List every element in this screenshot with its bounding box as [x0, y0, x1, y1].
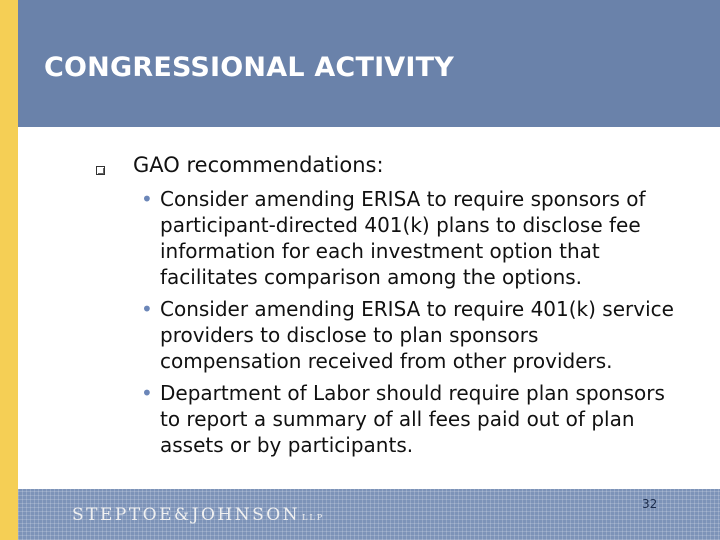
page-number: 32 — [642, 497, 658, 511]
gold-accent-bar — [0, 0, 18, 540]
list-item-text: Consider amending ERISA to require sponsors of participant-directed 401(k) plans to disclose fee information for each investment option that facilitates comparison among the options. — [160, 187, 646, 289]
bullet-dot-icon: • — [141, 187, 153, 211]
logo-suffix: LLP — [302, 513, 325, 522]
list-item-text: Consider amending ERISA to require 401(k) service providers to disclose to plan sponsors compensation received from other providers. — [160, 297, 674, 373]
bullet-dot-icon: • — [141, 297, 153, 321]
list-item — [141, 296, 681, 374]
list-item-text: Department of Labor should require plan sponsors to report a summary of all fees paid out of plan assets or by participants. — [160, 381, 665, 457]
logo-text: STEPTOE&JOHNSON — [72, 505, 301, 525]
recommendation-list — [141, 186, 681, 464]
list-item — [141, 380, 681, 458]
section-heading: GAO recommendations: — [133, 153, 384, 177]
firm-logo — [72, 505, 324, 525]
list-item — [141, 186, 681, 290]
checkbox-bullet-icon — [96, 166, 105, 175]
slide-title: CONGRESSIONAL ACTIVITY — [44, 52, 455, 83]
bullet-dot-icon: • — [141, 381, 153, 405]
